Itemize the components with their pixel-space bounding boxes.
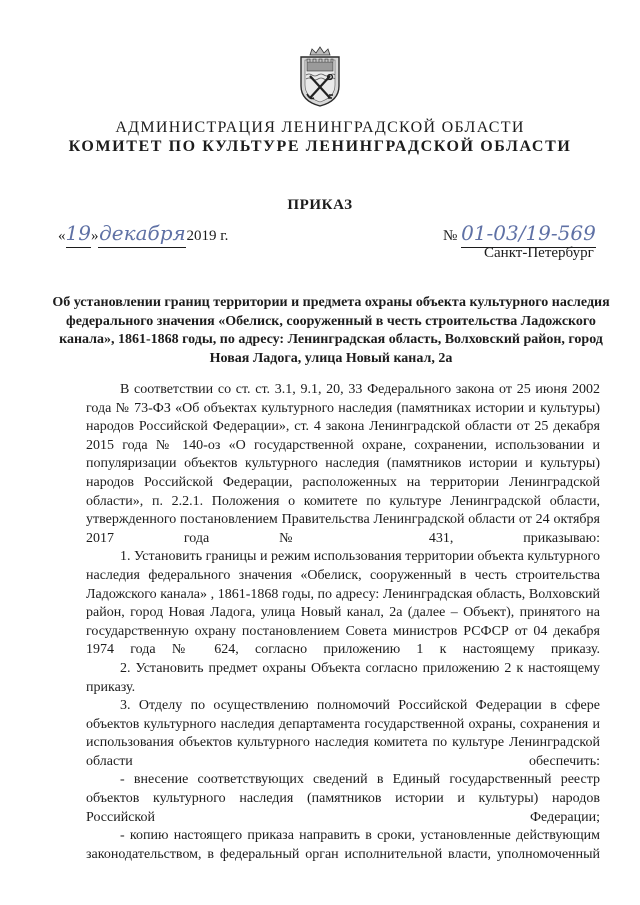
document-title: ПРИКАЗ — [287, 197, 353, 213]
preamble-paragraph: В соответствии со ст. ст. 3.1, 9.1, 20, 33 Федерального закона от 25 июня 2002 года № 73-ФЗ «Об объектах культурного наследия (памятниках истории и культуры) народов Российской Федерации», ст. 4 закона Ленинградской области от 25 декабря 2015 года № 140-оз «О государственной охране, сохранении, использовании и популяризации объектов культурного наследия (памятников истории и культуры) народов Российской Федерации, расположенных на территории Ленинградской области», п. 2.2.1. Положения о комитете по культуре Ленинградской области, утвержденного постановлением Правительства Ленинградской области от 24 октября 2017 года № 431, приказываю: — [86, 382, 600, 546]
organization-name-line2: КОМИТЕТ ПО КУЛЬТУРЕ ЛЕНИНГРАДСКОЙ ОБЛАСТИ — [68, 138, 572, 155]
date-day: 19 — [65, 221, 91, 245]
item-2-paragraph: 2. Установить предмет охраны Объекта согласно приложению 2 к настоящему приказу. — [86, 660, 600, 695]
order-number: 01-03/19-569 — [461, 221, 596, 245]
coat-of-arms-icon — [298, 46, 342, 108]
item-3-subitem-registry: - внесение соответствующих сведений в Единый государственный реестр объектов культурного наследия (памятников истории и культуры) народов Российской Федерации; — [86, 772, 600, 825]
order-date — [58, 222, 228, 248]
organization-name-line1: АДМИНИСТРАЦИЯ ЛЕНИНГРАДСКОЙ ОБЛАСТИ — [115, 119, 525, 136]
number-prefix: № — [443, 228, 458, 244]
order-heading: Об установлении границ территории и предмета охраны объекта культурного наследия федерального значения «Обелиск, сооруженный в честь строительства Ладожского канала», 1861-1868 годы, по адресу: Ленинградская область, Волховский район, город Новая Ладога, улица Новый канал, 2а — [52, 295, 610, 366]
date-close-quote: » — [90, 228, 99, 244]
item-3-paragraph: 3. Отделу по осуществлению полномочий Российской Федерации в сфере объектов культурного наследия департамента государственной охраны, сохранения и использования объектов культурного наследия комитета по культуре Ленинградской области обеспечить: — [86, 698, 600, 769]
date-month: декабря — [99, 221, 186, 245]
item-3-subitem-copy: - копию настоящего приказа направить в сроки, установленные действующим законодательством, в федеральный орган исполнительной власти, уполномоченный — [86, 828, 600, 862]
item-1-paragraph: 1. Установить границы и режим использования территории объекта культурного наследия федерального значения «Обелиск, сооруженный в честь строительства Ладожского канала» , 1861-1868 годы, по адресу: Ленинградская область, Волховский район, город Новая Ладога, улица Новый канал, 2а (далее – Объект), принятого на государственную охрану постановлением Совета министров РСФСР от 04 декабря 1974 года № 624, согласно приложению 1 к настоящему приказу. — [86, 549, 600, 658]
order-body — [86, 381, 600, 864]
city-name: Санкт-Петербург — [484, 245, 594, 261]
date-year: 2019 г. — [186, 228, 229, 244]
date-month-underline — [98, 222, 186, 248]
date-open-quote: « — [58, 228, 66, 244]
date-day-underline — [66, 222, 91, 248]
